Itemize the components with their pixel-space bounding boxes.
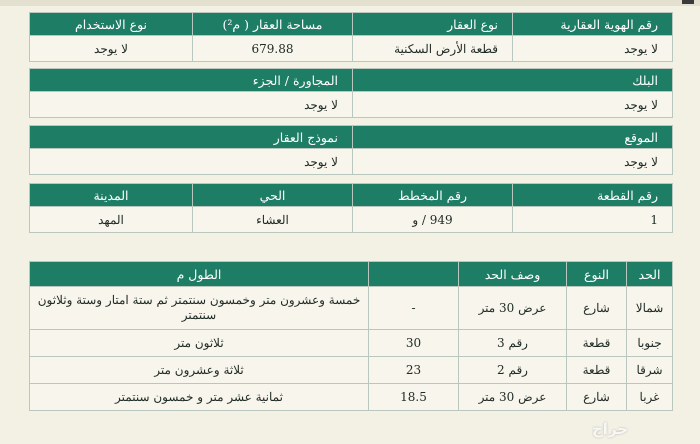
watermark-logo: حراج (592, 420, 629, 438)
boundary-length: خمسة وعشرون متر وخمسون سنتمتر ثم ستة امتار وستة وثلاثون سنتمتر (30, 287, 369, 330)
boundary-number: 23 (369, 357, 459, 384)
header-district: الحي (193, 184, 353, 207)
boundary-type: شارع (567, 384, 627, 411)
boundary-description: رقم 3 (459, 330, 567, 357)
value-property-type: قطعة الأرض السكنية (353, 36, 513, 62)
boundary-type: قطعة (567, 330, 627, 357)
table-row (30, 287, 673, 330)
value-property-model: لا يوجد (30, 149, 353, 175)
value-location: لا يوجد (353, 149, 673, 175)
boundary-side: غربا (627, 384, 673, 411)
header-boundary-description: وصف الحد (459, 262, 567, 287)
table-row (30, 384, 673, 411)
boundary-number: - (369, 287, 459, 330)
boundaries-table (29, 261, 673, 411)
location-table (29, 125, 673, 175)
header-plot-number: رقم القطعة (513, 184, 673, 207)
boundary-number: 30 (369, 330, 459, 357)
boundary-length: ثمانية عشر متر و خمسون سنتمتر (30, 384, 369, 411)
header-plan-number: رقم المخطط (353, 184, 513, 207)
boundary-number: 18.5 (369, 384, 459, 411)
value-plan-number: 949 / و (353, 207, 513, 233)
value-property-area: 679.88 (193, 36, 353, 62)
header-type: النوع (567, 262, 627, 287)
boundary-side: جنوبا (627, 330, 673, 357)
boundary-description: عرض 30 متر (459, 287, 567, 330)
boundary-length: ثلاثون متر (30, 330, 369, 357)
boundary-description: رقم 2 (459, 357, 567, 384)
corner-mark (682, 0, 694, 4)
value-district: العشاء (193, 207, 353, 233)
header-property-area: مساحة العقار ( م²) (193, 13, 353, 36)
table-row (30, 357, 673, 384)
value-property-id: لا يوجد (513, 36, 673, 62)
boundary-side: شمالا (627, 287, 673, 330)
header-block: البلك (353, 69, 673, 92)
boundary-side: شرقا (627, 357, 673, 384)
header-empty (369, 262, 459, 287)
value-usage-type: لا يوجد (30, 36, 193, 62)
value-city: المهد (30, 207, 193, 233)
value-plot-number: 1 (513, 207, 673, 233)
header-city: المدينة (30, 184, 193, 207)
header-length: الطول م (30, 262, 369, 287)
boundary-description: عرض 30 متر (459, 384, 567, 411)
value-block: لا يوجد (353, 92, 673, 118)
header-boundary: الحد (627, 262, 673, 287)
block-table (29, 68, 673, 118)
header-property-model: نموذج العقار (30, 126, 353, 149)
top-rule (0, 0, 700, 6)
plot-table (29, 183, 673, 233)
value-neighborhood-part: لا يوجد (30, 92, 353, 118)
header-usage-type: نوع الاستخدام (30, 13, 193, 36)
header-property-type: نوع العقار (353, 13, 513, 36)
property-info-table (29, 12, 673, 62)
header-property-id: رقم الهوية العقارية (513, 13, 673, 36)
header-location: الموقع (353, 126, 673, 149)
header-neighborhood-part: المجاورة / الجزء (30, 69, 353, 92)
boundary-length: ثلاثة وعشرون متر (30, 357, 369, 384)
table-row (30, 330, 673, 357)
boundary-type: شارع (567, 287, 627, 330)
boundary-type: قطعة (567, 357, 627, 384)
